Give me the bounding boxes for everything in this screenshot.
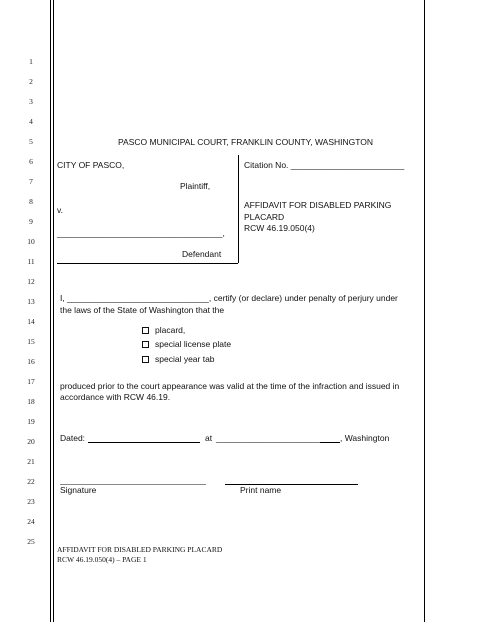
document-title-line-1: AFFIDAVIT FOR DISABLED PARKING	[244, 200, 392, 210]
special-license-plate-checkbox[interactable]	[142, 341, 149, 348]
line-number: 19	[27, 417, 35, 426]
placard-option-label: placard,	[155, 325, 186, 335]
line-number: 18	[27, 397, 35, 406]
document-title-line-2: PLACARD	[244, 212, 285, 222]
validity-statement-line-1: produced prior to the court appearance was valid at the time of the infraction and issued in	[60, 381, 400, 391]
line-number: 6	[29, 157, 33, 166]
court-title: PASCO MUNICIPAL COURT, FRANKLIN COUNTY, WASHINGTON	[118, 137, 374, 147]
declaration-line-1: I, ______________________________, certify (or declare) under penalty of perjury under	[60, 293, 398, 303]
line-number: 22	[27, 477, 35, 486]
line-number: 5	[29, 137, 33, 146]
left-margin-rule-inner	[53, 0, 54, 622]
caption-divider	[238, 155, 239, 263]
line-number: 3	[29, 97, 33, 106]
line-number: 11	[27, 257, 35, 266]
line-number: 1	[29, 57, 33, 66]
right-margin-rule	[424, 0, 425, 622]
plaintiff-name: CITY OF PASCO,	[57, 160, 125, 170]
line-number: 25	[27, 537, 35, 546]
citation-number-field: Citation No. ________________________	[244, 160, 405, 170]
print-name-label: Print name	[240, 485, 282, 495]
versus: v.	[57, 205, 63, 215]
footer-page: RCW 46.19.050(4) – PAGE 1	[57, 555, 147, 564]
line-number: 23	[27, 497, 35, 506]
line-number: 20	[27, 437, 35, 446]
line-number: 15	[27, 337, 35, 346]
line-number: 4	[29, 117, 33, 126]
line-number: 24	[27, 517, 35, 526]
line-number: 7	[29, 177, 33, 186]
line-number: 8	[29, 197, 33, 206]
dated-label: Dated:	[60, 433, 86, 443]
place-blank: ________________________	[216, 433, 330, 443]
caption-bottom-rule	[57, 263, 238, 264]
defendant-blank: ___________________________________,	[57, 228, 225, 238]
signature-label: Signature	[60, 485, 97, 495]
line-number: 14	[27, 317, 35, 326]
special-year-tab-option-label: special year tab	[155, 354, 215, 364]
defendant-role: Defendant	[182, 249, 222, 259]
place-extension-line[interactable]	[320, 442, 340, 443]
line-number: 13	[27, 297, 35, 306]
placard-checkbox[interactable]	[142, 327, 149, 334]
plaintiff-role: Plaintiff,	[180, 181, 211, 191]
validity-statement-line-2: accordance with RCW 46.19.	[60, 392, 171, 402]
line-number: 2	[29, 77, 33, 86]
footer-title: AFFIDAVIT FOR DISABLED PARKING PLACARD	[57, 545, 223, 554]
special-year-tab-checkbox[interactable]	[142, 356, 149, 363]
declaration-line-2: the laws of the State of Washington that the	[60, 305, 225, 315]
line-number: 12	[27, 277, 35, 286]
at-label: at	[205, 433, 213, 443]
date-signature-line[interactable]	[88, 442, 200, 443]
line-number: 9	[29, 217, 33, 226]
washington-suffix: , Washington	[340, 433, 390, 443]
line-number: 10	[27, 237, 35, 246]
left-margin-rule-outer	[50, 0, 51, 622]
line-number: 21	[27, 457, 35, 466]
statute-reference: RCW 46.19.050(4)	[244, 223, 315, 233]
special-license-plate-option-label: special license plate	[155, 339, 232, 349]
line-number: 16	[27, 357, 35, 366]
line-number: 17	[27, 377, 35, 386]
